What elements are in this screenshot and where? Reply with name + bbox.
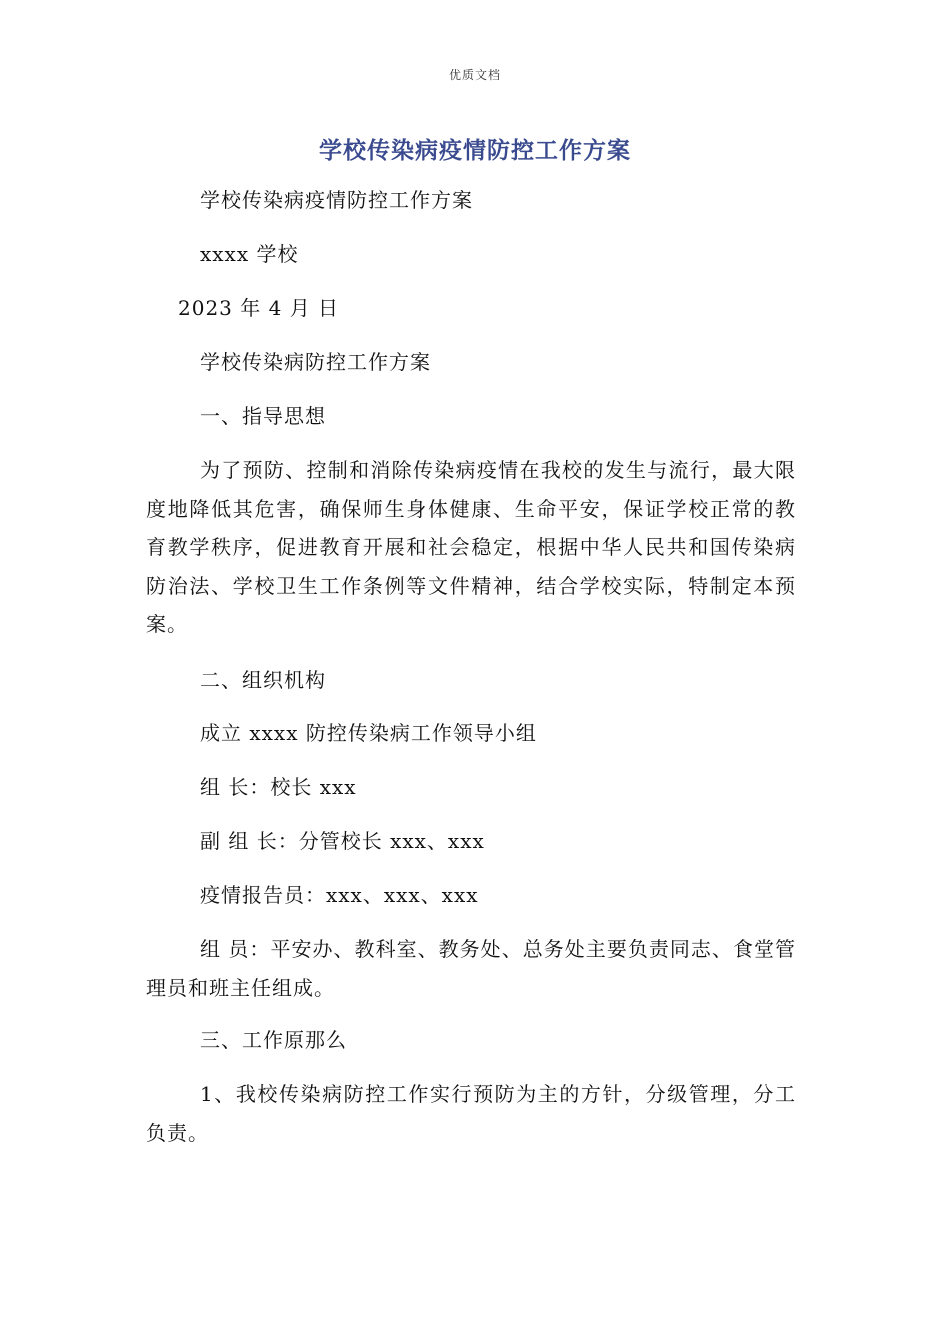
subtitle: 学校传染病疫情防控工作方案 bbox=[200, 188, 473, 212]
document-title: 学校传染病疫情防控工作方案 bbox=[319, 138, 631, 164]
section-heading-principles: 三、工作原那么 bbox=[200, 1028, 347, 1052]
document-date: 2023 年 4 月 日 bbox=[178, 296, 340, 320]
page-header-note: 优质文档 bbox=[448, 68, 501, 82]
section-heading-organization: 二、组织机构 bbox=[200, 668, 326, 692]
group-leader: 组 长：校长 xxx bbox=[200, 775, 357, 799]
plan-title: 学校传染病防控工作方案 bbox=[200, 350, 431, 374]
principle-item-1: 1、我校传染病防控工作实行预防为主的方针，分级管理，分工负责。 bbox=[146, 1082, 796, 1145]
paragraph-guiding-ideology: 为了预防、控制和消除传染病疫情在我校的发生与流行，最大限度地降低其危害，确保师生身体健康、生命平安，保证学校正常的教育教学秩序，促进教育开展和社会稳定，根据中华人民共和国传染病防治法、学校卫生工作条例等文件精神，结合学校实际，特制定本预案。 bbox=[146, 458, 796, 636]
epidemic-reporter: 疫情报告员：xxx、xxx、xxx bbox=[200, 883, 479, 907]
vice-group-leader: 副 组 长：分管校长 xxx、xxx bbox=[200, 829, 485, 853]
leading-group-established: 成立 xxxx 防控传染病工作领导小组 bbox=[200, 721, 537, 745]
school-name: xxxx 学校 bbox=[200, 242, 299, 266]
group-members: 组 员：平安办、教科室、教务处、总务处主要负责同志、食堂管理员和班主任组成。 bbox=[146, 937, 796, 1000]
section-heading-guiding-ideology: 一、指导思想 bbox=[200, 404, 326, 428]
